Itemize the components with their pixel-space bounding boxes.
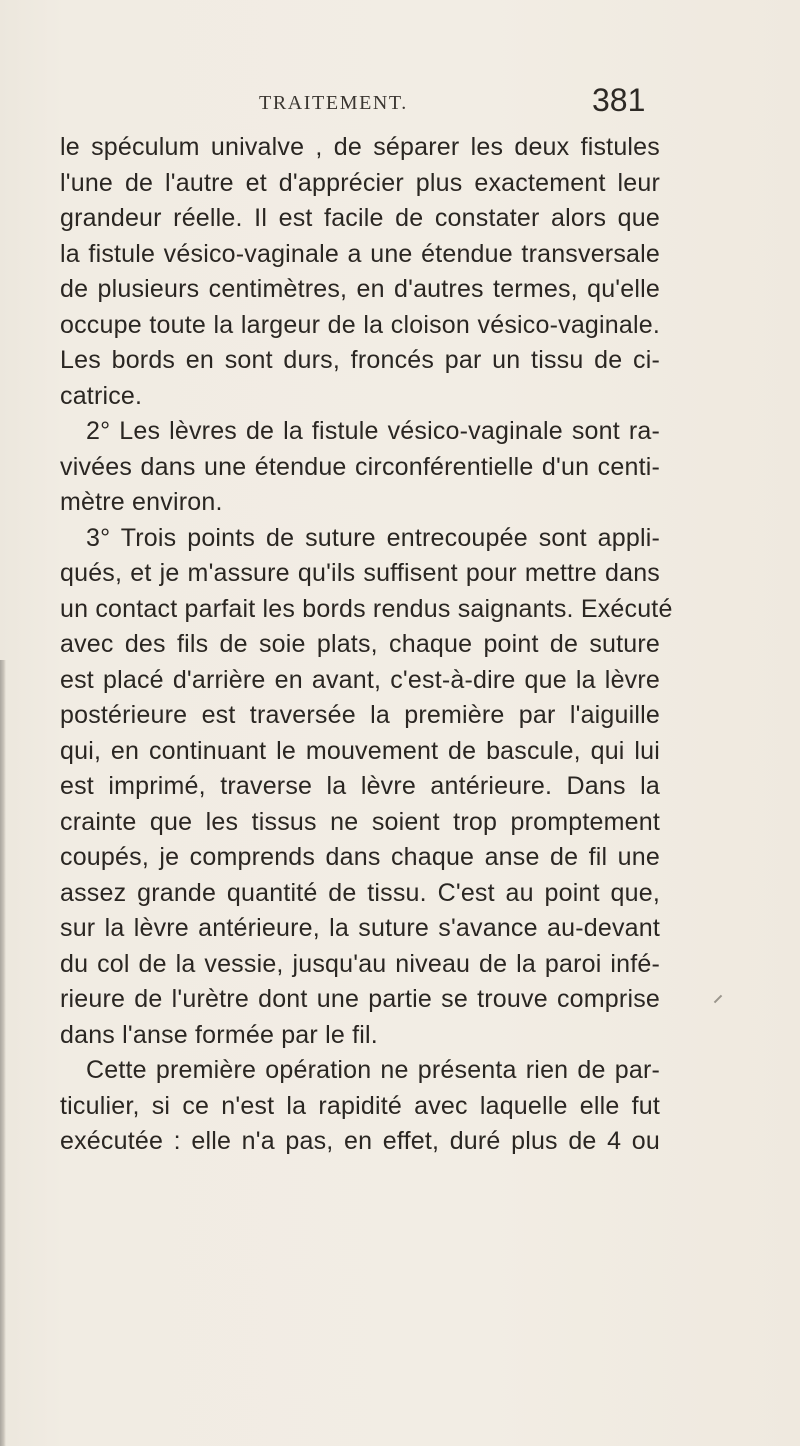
text-line: rieure de l'urètre dont une partie se trouve comprise: [60, 985, 660, 1013]
text-line: occupe toute la largeur de la cloison vésico-vaginale.: [60, 310, 660, 339]
text-line: vivées dans une étendue circonférentielle d'un centi-: [60, 452, 660, 481]
text-line: dans l'anse formée par le fil.: [60, 1020, 378, 1049]
text-line: catrice.: [60, 381, 143, 410]
text-line: du col de la vessie, jusqu'au niveau de la paroi infé-: [60, 949, 660, 978]
text-line: assez grande quantité de tissu. C'est au point que,: [60, 878, 660, 907]
text-line: Les bords en sont durs, froncés par un tissu de ci-: [60, 346, 660, 374]
text-line: l'une de l'autre et d'apprécier plus exactement leur: [60, 168, 660, 197]
text-line: est imprimé, traverse la lèvre antérieure. Dans la: [60, 772, 660, 800]
text-line: le spéculum univalve , de séparer les deux fistules: [60, 133, 660, 161]
text-line: qués, et je m'assure qu'ils suffisent pour mettre dans: [60, 559, 660, 587]
text-line: la fistule vésico-vaginale a une étendue transversale: [60, 239, 660, 268]
text-line: est placé d'arrière en avant, c'est-à-dire que la lèvre: [60, 665, 660, 694]
stray-ink-mark: [714, 995, 722, 1003]
page-header: [0, 82, 800, 122]
text-line: postérieure est traversée la première par l'aiguille: [60, 701, 660, 729]
text-line: avec des fils de soie plats, chaque point de suture: [60, 630, 660, 658]
text-line: mètre environ.: [60, 488, 223, 516]
text-line: coupés, je comprends dans chaque anse de fil une: [60, 843, 660, 871]
text-line: grandeur réelle. Il est facile de constater alors que: [60, 204, 660, 232]
body-text: [60, 130, 673, 1160]
text-line: ticulier, si ce n'est la rapidité avec laquelle elle fut: [60, 1091, 660, 1120]
text-line: 2° Les lèvres de la fistule vésico-vaginale sont ra-: [86, 417, 660, 445]
running-head: TRAITEMENT.: [259, 92, 408, 114]
text-line: Cette première opération ne présenta rien de par-: [86, 1056, 660, 1084]
page-gutter-shadow: [0, 660, 6, 1446]
text-line: un contact parfait les bords rendus saignants. Exécuté: [60, 594, 673, 623]
text-line: 3° Trois points de suture entrecoupée sont appli-: [86, 523, 660, 552]
text-line: exécutée : elle n'a pas, en effet, duré plus de 4 ou: [60, 1127, 660, 1155]
text-line: sur la lèvre antérieure, la suture s'avance au-devant: [60, 914, 660, 942]
page-number: 381: [592, 82, 646, 118]
text-line: de plusieurs centimètres, en d'autres termes, qu'elle: [60, 275, 660, 303]
text-line: crainte que les tissus ne soient trop promptement: [60, 807, 660, 836]
text-line: qui, en continuant le mouvement de bascule, qui lui: [60, 736, 660, 765]
